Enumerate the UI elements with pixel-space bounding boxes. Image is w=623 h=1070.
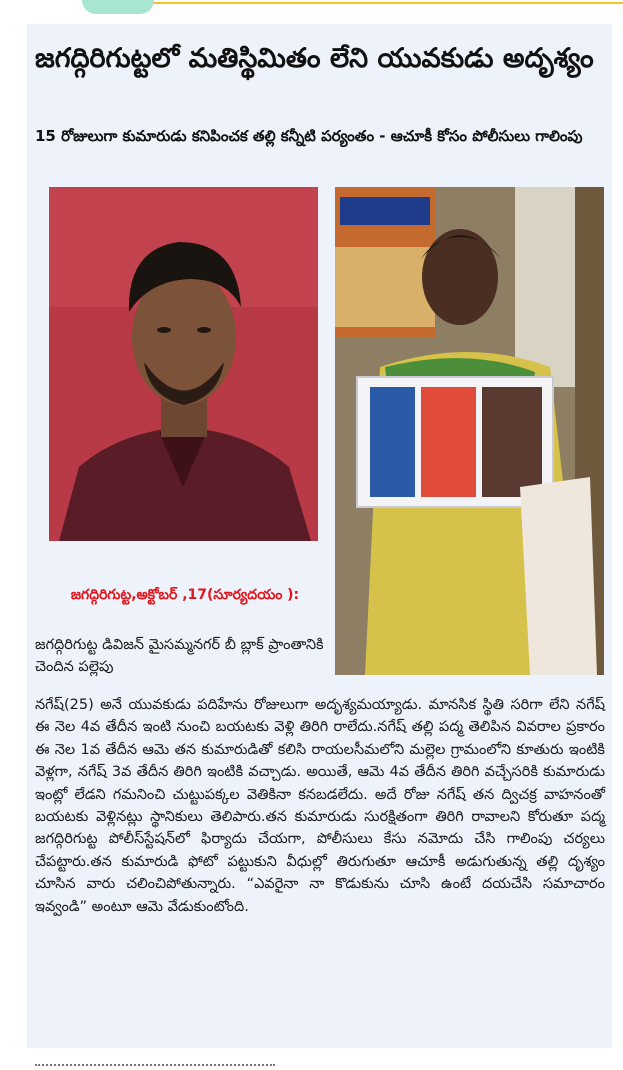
mother-photo-illustration xyxy=(335,187,604,675)
portrait-illustration xyxy=(49,187,318,541)
top-tab-shape xyxy=(82,0,154,14)
mother-with-photos xyxy=(335,187,604,675)
article-body-text: నగేష్(25) అనే యువకుడు పదిహేను రోజులుగా అదృశ్యమయ్యాడు. మానసిక స్థితి సరిగా లేని నగేష్ ఈ నెల 4వ తేదీన ఇంటి నుంచి బయటకు వెళ్లి తిరిగి రాలేదు.నగేష్ తల్లి పద్మ తెలిపిన వివరాల ప్రకారం ఈ నెల 1వ తేదీన ఆమె తన కుమారుడితో కలిసి రాయలసీమలోని మల్లెల గ్రామంలోని కూతురు ఇంటికి వెళ్లగా, నగేష్ 3వ తేదీన తిరిగి ఇంటికి వచ్చాడు. అయితే, ఆమె 4వ తేదీన తిరిగి వచ్చేసరికి కుమారుడు ఇంట్లో లేడని గమనించి చుట్టుపక్కల వెతికినా కనబడలేదు. అదే రోజు నగేష్ తన ద్విచక్ర వాహనంతో బయటకు వెళ్లినట్లు స్థానికులు తెలిపారు.తన కుమారుడు సురక్షితంగా తిరిగి రావాలని కోరుతూ పద్మ జగద్గిరిగుట్ట పోలీస్‌స్టేషన్‌లో ఫిర్యాదు చేయగా, పోలీసులు కేసు నమోదు చేసి గాలింపు చర్యలు చేపట్టారు.తన కుమారుడి ఫోటో పట్టుకుని వీధుల్లో తిరుగుతూ ఆచూకీ అడుగుతున్న తల్లి దృశ్యం చూసిన వారు చలించిపోతున్నారు. “ఎవరైనా నా కొడుకును చూసి ఉంటే దయచేసి సమాచారం ఇవ్వండి” అంటూ ఆమె వేడుకుంటోంది. xyxy=(35,697,605,915)
article-subheadline: 15 రోజులుగా కుమారుడు కనిపించక తల్లి కన్నీటి పర్యంతం - ఆచూకీ కోసం పోలీసులు గాలింపు xyxy=(35,127,583,145)
missing-youth-portrait xyxy=(49,187,318,541)
article-headline: జగద్గిరిగుట్టలో మతిస్థిమితం లేని యువకుడు అదృశ్యం xyxy=(35,43,594,74)
article-body-intro: జగద్గిరిగుట్ట డివిజన్ మైసమ్మనగర్ బీ బ్లాక్ ప్రాంతానికి చెందిన పల్లెపు xyxy=(35,637,324,675)
top-decoration xyxy=(0,0,623,8)
news-article xyxy=(27,24,612,1048)
truncated-next-line xyxy=(35,1064,275,1070)
top-rule xyxy=(150,2,623,4)
article-dateline: జగద్గిరిగుట్ట,అక్టోబర్ ,17(సూర్యదయం ): xyxy=(70,587,300,603)
